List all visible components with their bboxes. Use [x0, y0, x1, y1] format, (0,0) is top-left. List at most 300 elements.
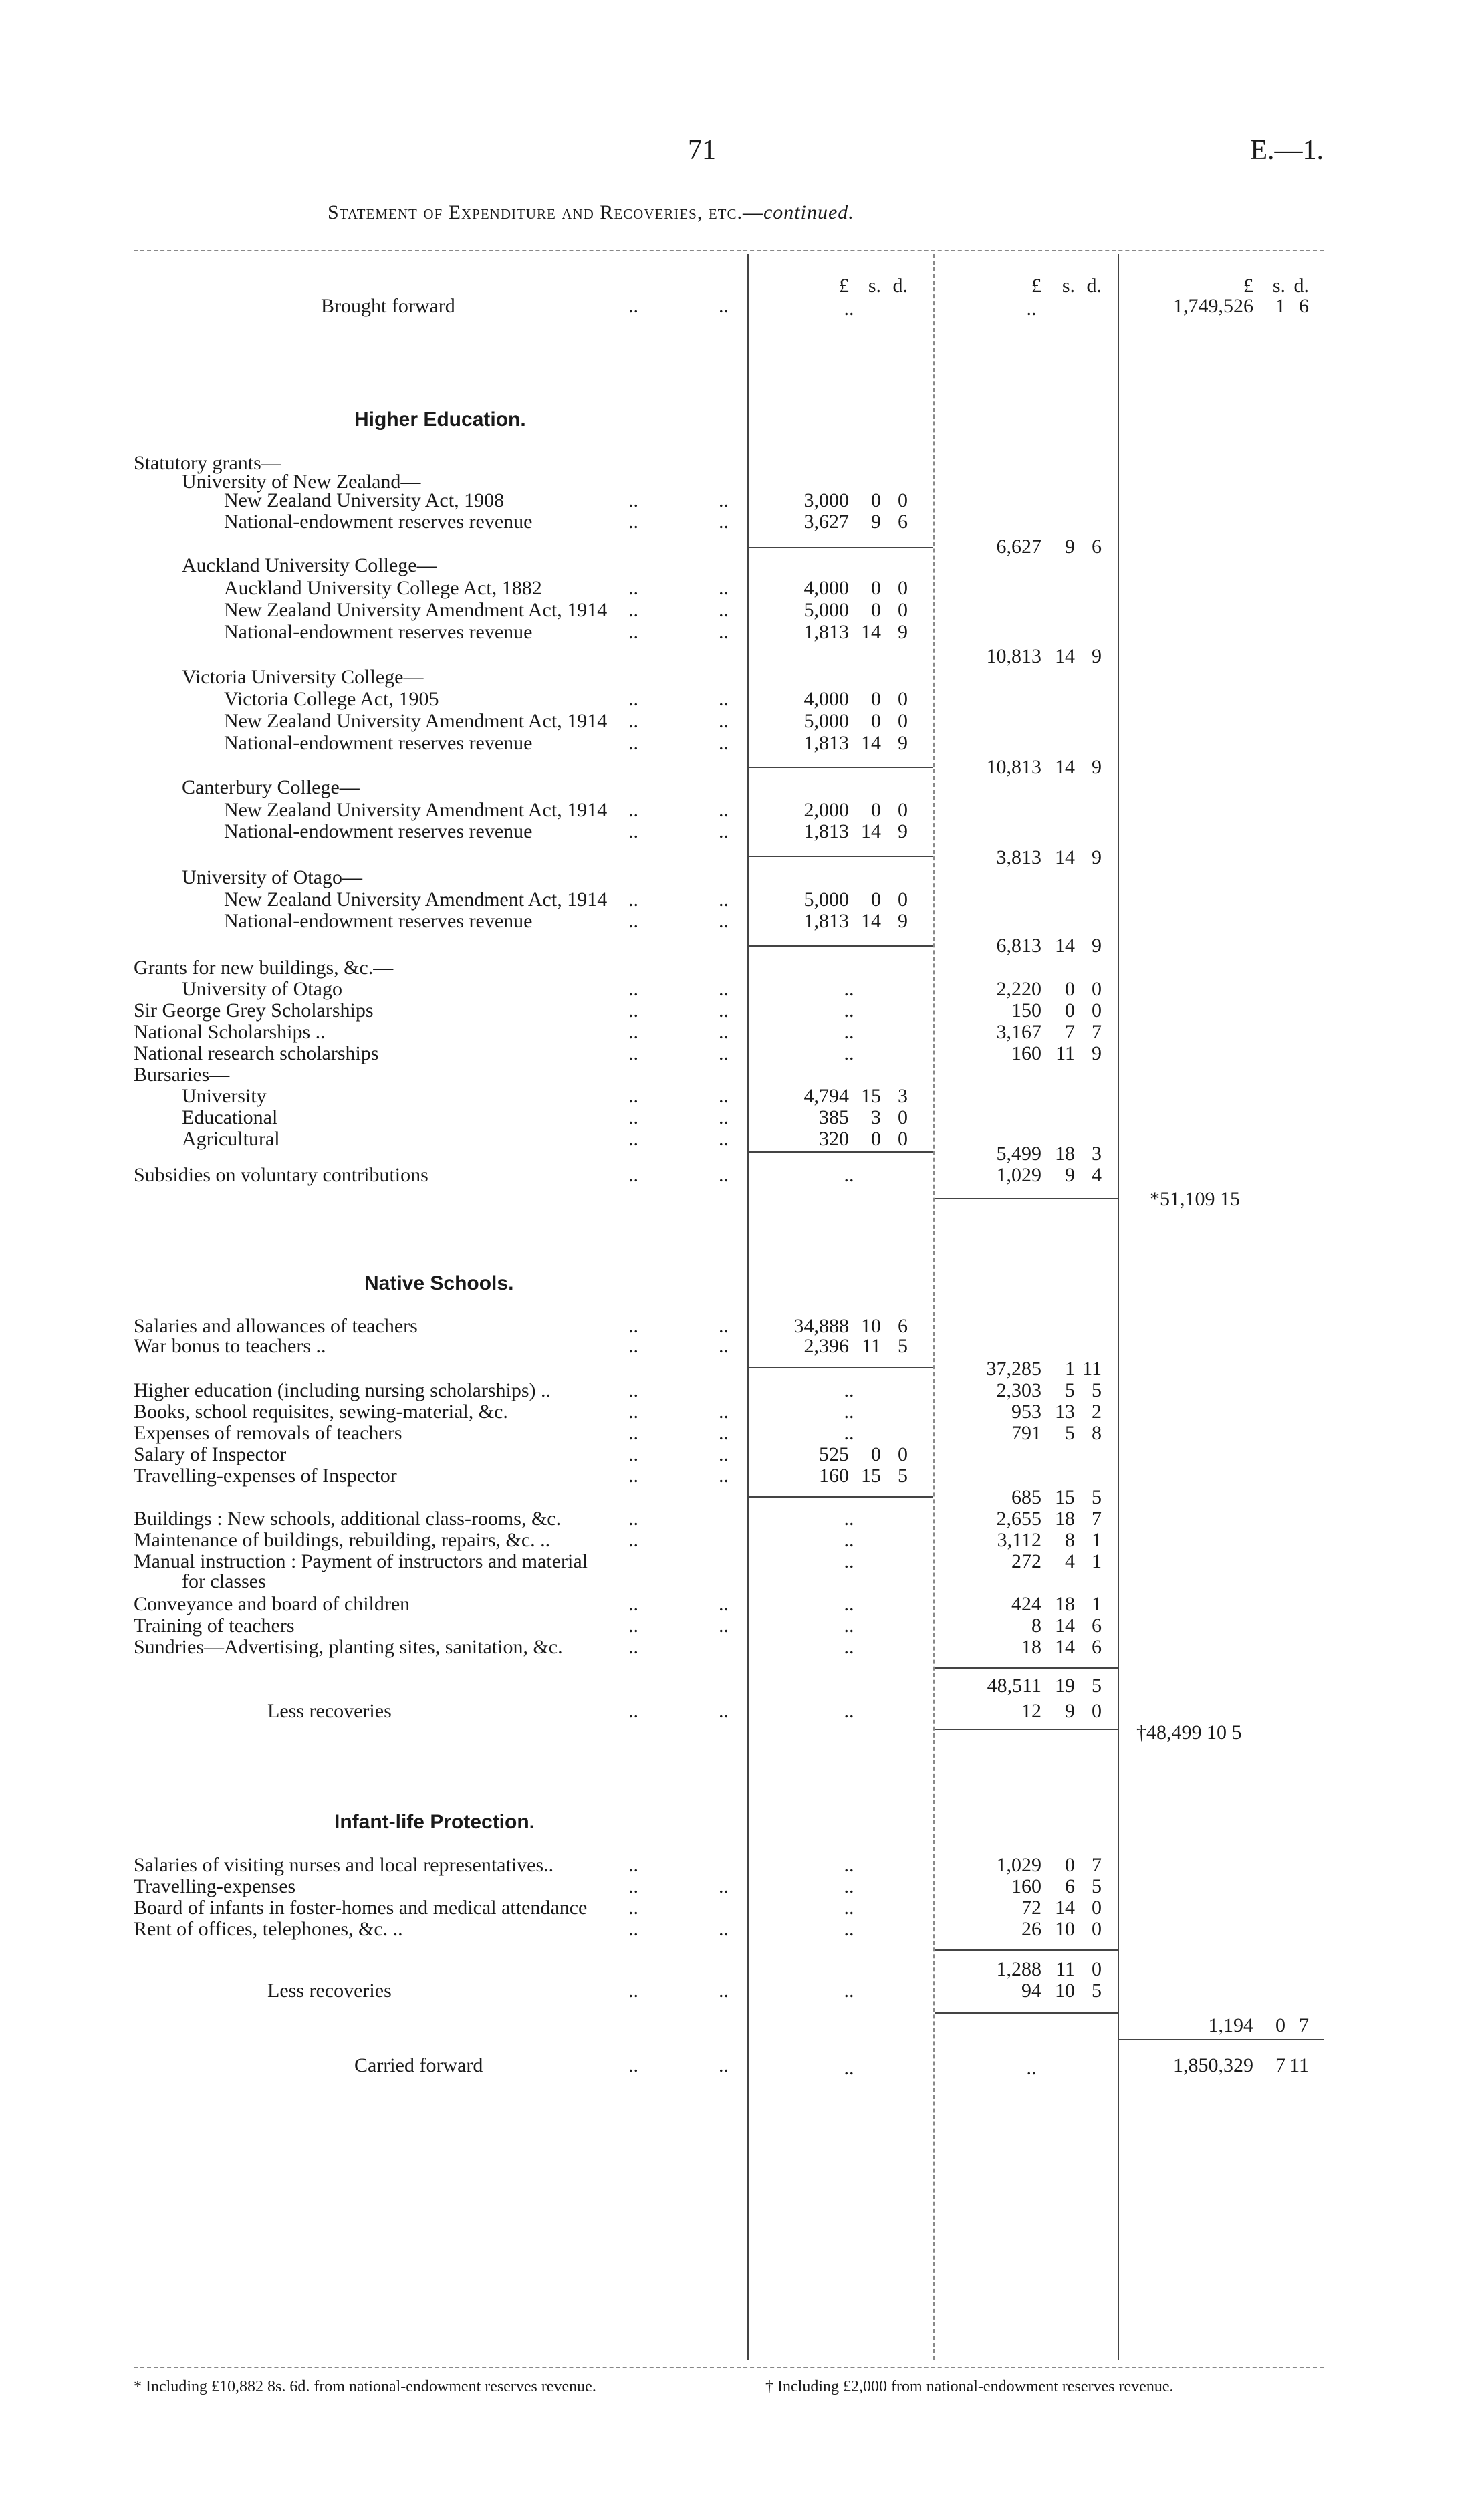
amount-pence: 0	[1092, 1700, 1102, 1722]
amount-pounds: 3,112	[997, 1529, 1041, 1551]
amount-pence: 7	[1092, 1854, 1102, 1876]
amount-shillings: 15	[861, 1085, 881, 1107]
col-head-shillings: s.	[1272, 275, 1285, 297]
amount-pence: 9	[898, 910, 908, 932]
amount-pounds: 18	[1021, 1636, 1041, 1658]
amount-pounds: 5,000	[803, 888, 849, 911]
empty-cell-dots: ..	[844, 1615, 854, 1637]
empty-cell-dots: ..	[1026, 297, 1037, 320]
amount-pence: 1	[1092, 1593, 1102, 1615]
amount-pence: 5	[1092, 1379, 1102, 1401]
col-head-shillings: s.	[1062, 275, 1075, 297]
amount-pounds: 1,813	[803, 910, 849, 932]
leader-dots: ..	[628, 1980, 638, 2002]
empty-cell-dots: ..	[844, 978, 854, 1000]
amount-shillings: 15	[861, 1465, 881, 1487]
native-gross-pence: 5	[1092, 1675, 1102, 1697]
amount-pence: 6	[1092, 1636, 1102, 1658]
amount-pence: 0	[1092, 1897, 1102, 1919]
brought-forward-pounds: 1,749,526	[1173, 295, 1253, 317]
amount-shillings: 14	[861, 910, 881, 932]
amount-shillings: 10	[861, 1315, 881, 1337]
row-label: Agricultural	[182, 1128, 280, 1150]
leader-dots: ..	[719, 1042, 729, 1064]
amount-shillings: 14	[861, 732, 881, 754]
row-label: Books, school requisites, sewing-material, &c.	[134, 1401, 508, 1423]
amount-pence: 5	[1092, 1875, 1102, 1897]
amount-pounds: 160	[1011, 1042, 1041, 1064]
total-rule	[935, 1667, 1118, 1669]
leader-dots: ..	[628, 599, 638, 621]
amount-pence: 0	[1092, 999, 1102, 1022]
brought-forward-shillings: 1	[1275, 295, 1285, 317]
section-heading: Higher Education.	[354, 408, 526, 431]
amount-pounds: 3,000	[803, 489, 849, 511]
amount-pounds: 424	[1011, 1593, 1041, 1615]
leader-dots: ..	[628, 1918, 638, 1940]
leader-dots: ..	[719, 1875, 729, 1897]
group-label: Canterbury College—	[182, 776, 360, 798]
amount-pounds: 1,813	[803, 820, 849, 842]
empty-cell-dots: ..	[844, 1854, 854, 1876]
amount-shillings: 14	[861, 621, 881, 643]
salaries-total-pounds: 37,285	[986, 1358, 1041, 1380]
leader-dots: ..	[628, 888, 638, 911]
amount-pence: 6	[898, 1315, 908, 1337]
amount-pence: 0	[898, 888, 908, 911]
leader-dots: ..	[628, 1401, 638, 1423]
group-label: University of New Zealand—	[182, 471, 421, 493]
leader-dots: ..	[719, 978, 729, 1000]
section-heading: Native Schools.	[364, 1272, 514, 1294]
page-number: 71	[688, 135, 716, 166]
leader-dots: ..	[628, 1593, 638, 1615]
row-label: National research scholarships	[134, 1042, 379, 1064]
leader-dots: ..	[719, 295, 729, 317]
empty-cell-dots: ..	[844, 1918, 854, 1940]
empty-cell-dots: ..	[844, 999, 854, 1022]
amount-pence: 7	[1092, 1508, 1102, 1530]
amount-shillings: 8	[1065, 1529, 1075, 1551]
amount-pounds: 2,303	[996, 1379, 1041, 1401]
total-rule	[749, 1151, 933, 1153]
empty-cell-dots: ..	[844, 1550, 854, 1572]
report-code: E.—1.	[1250, 135, 1324, 166]
empty-cell-dots: ..	[844, 1636, 854, 1658]
total-rule	[749, 856, 933, 857]
row-label: Expenses of removals of teachers	[134, 1422, 402, 1444]
amount-pounds: 385	[819, 1106, 849, 1128]
amount-shillings: 14	[1055, 1897, 1075, 1919]
total-rule	[134, 250, 1324, 251]
amount-pence: 0	[898, 688, 908, 710]
amount-pounds: 5,000	[803, 599, 849, 621]
infant-total-pounds: 1,194	[1208, 2014, 1253, 2036]
leader-dots: ..	[719, 1615, 729, 1637]
row-label: New Zealand University Amendment Act, 1914	[224, 888, 608, 911]
infant-total-pence: 7	[1299, 2014, 1309, 2036]
infant-total-shillings: 0	[1275, 2014, 1285, 2036]
group-label: Statutory grants—	[134, 452, 281, 474]
empty-cell-dots: ..	[844, 1700, 854, 1722]
row-label: Rent of offices, telephones, &c. ..	[134, 1918, 403, 1940]
empty-cell-dots: ..	[844, 1508, 854, 1530]
leader-dots: ..	[628, 710, 638, 732]
amount-shillings: 9	[1065, 1164, 1075, 1186]
leader-dots: ..	[628, 799, 638, 821]
amount-pence: 0	[898, 799, 908, 821]
leader-dots: ..	[719, 1021, 729, 1043]
leader-dots: ..	[719, 511, 729, 533]
nz-total-shillings: 9	[1065, 535, 1075, 558]
row-label: Manual instruction : Payment of instructors and material	[134, 1550, 588, 1572]
leader-dots: ..	[628, 978, 638, 1000]
title-text: Statement of Expenditure and Recoveries, etc.—	[328, 201, 763, 223]
leader-dots: ..	[719, 1443, 729, 1465]
col-head-pounds: £	[1031, 275, 1041, 297]
leader-dots: ..	[628, 1164, 638, 1186]
leader-dots: ..	[628, 910, 638, 932]
leader-dots: ..	[719, 1980, 729, 2002]
row-label: Brought forward	[321, 295, 455, 317]
total-rule	[935, 1729, 1118, 1730]
row-label: New Zealand University Act, 1908	[224, 489, 505, 511]
amount-shillings: 0	[871, 599, 881, 621]
empty-cell-dots: ..	[1026, 2057, 1037, 2079]
row-label: National-endowment reserves revenue	[224, 910, 533, 932]
column-rule	[747, 254, 749, 2360]
amount-shillings: 3	[871, 1106, 881, 1128]
amount-shillings: 9	[1065, 1700, 1075, 1722]
leader-dots: ..	[719, 1700, 729, 1722]
amount-pounds: 34,888	[793, 1315, 849, 1337]
amount-shillings: 0	[871, 489, 881, 511]
amount-shillings: 10	[1055, 1918, 1075, 1940]
amount-shillings: 0	[871, 1128, 881, 1150]
auck-total-pence: 9	[1092, 645, 1102, 667]
row-label: New Zealand University Amendment Act, 1914	[224, 710, 608, 732]
manual-pounds: 272	[1011, 1550, 1041, 1572]
amount-shillings: 0	[871, 710, 881, 732]
leader-dots: ..	[628, 1379, 638, 1401]
leader-dots: ..	[628, 489, 638, 511]
amount-pence: 5	[898, 1465, 908, 1487]
amount-shillings: 10	[1055, 1980, 1075, 2002]
footnote-dagger: † Including £2,000 from national-endowment reserves revenue.	[765, 2378, 1174, 2395]
row-label: Buildings : New schools, additional class-rooms, &c.	[134, 1508, 562, 1530]
empty-cell-dots: ..	[844, 1980, 854, 2002]
amount-pounds: 12	[1021, 1700, 1041, 1722]
section-total: †48,499 10 5	[1136, 1721, 1242, 1744]
row-label: Educational	[182, 1106, 278, 1128]
amount-pence: 0	[898, 489, 908, 511]
row-label: Salaries and allowances of teachers	[134, 1315, 418, 1337]
row-label: Less recoveries	[267, 1700, 392, 1722]
row-label: Sundries—Advertising, planting sites, sanitation, &c.	[134, 1636, 563, 1658]
total-rule	[134, 2367, 1324, 2368]
nz-total-pounds: 6,627	[996, 535, 1041, 558]
inspector-total-pounds: 685	[1011, 1486, 1041, 1508]
amount-shillings: 14	[1055, 1636, 1075, 1658]
leader-dots: ..	[628, 295, 638, 317]
amount-pounds: 4,794	[803, 1085, 849, 1107]
leader-dots: ..	[628, 511, 638, 533]
row-label: Less recoveries	[267, 1980, 392, 2002]
amount-shillings: 0	[871, 688, 881, 710]
auck-total-pounds: 10,813	[986, 645, 1041, 667]
total-rule	[749, 945, 933, 947]
bursaries-total-pounds: 5,499	[996, 1143, 1041, 1165]
row-label: National Scholarships ..	[134, 1021, 326, 1043]
leader-dots: ..	[719, 1401, 729, 1423]
empty-cell-dots: ..	[844, 1875, 854, 1897]
leader-dots: ..	[719, 621, 729, 643]
amount-shillings: 13	[1055, 1401, 1075, 1423]
row-label: National-endowment reserves revenue	[224, 511, 533, 533]
col-head-pence: d.	[1293, 275, 1309, 297]
total-rule	[935, 1198, 1118, 1199]
leader-dots: ..	[719, 1918, 729, 1940]
group-label: Auckland University College—	[182, 554, 437, 576]
row-label: Salaries of visiting nurses and local representatives..	[134, 1854, 554, 1876]
amount-pounds: 26	[1021, 1918, 1041, 1940]
leader-dots: ..	[719, 1335, 729, 1357]
amount-pounds: 791	[1011, 1422, 1041, 1444]
amount-pence: 1	[1092, 1529, 1102, 1551]
amount-shillings: 0	[871, 1443, 881, 1465]
leader-dots: ..	[719, 999, 729, 1022]
total-rule	[749, 767, 933, 768]
amount-pence: 0	[898, 1128, 908, 1150]
leader-dots: ..	[719, 910, 729, 932]
title-continued: continued.	[763, 201, 854, 223]
leader-dots: ..	[719, 1593, 729, 1615]
leader-dots: ..	[628, 1443, 638, 1465]
amount-pence: 5	[898, 1335, 908, 1357]
amount-pounds: 1,813	[803, 621, 849, 643]
group-label: University of Otago—	[182, 866, 362, 888]
amount-pounds: 2,000	[803, 799, 849, 821]
amount-pounds: 1,029	[996, 1164, 1041, 1186]
empty-cell-dots: ..	[844, 1379, 854, 1401]
row-label: Board of infants in foster-homes and medical attendance	[134, 1897, 588, 1919]
amount-pounds: 8	[1031, 1615, 1041, 1637]
col-head-pounds: £	[839, 275, 849, 297]
section-heading: Infant-life Protection.	[334, 1811, 535, 1833]
leader-dots: ..	[719, 732, 729, 754]
amount-shillings: 9	[871, 511, 881, 533]
footnote-asterisk: * Including £10,882 8s. 6d. from national-endowment reserves revenue.	[134, 2378, 596, 2395]
group-label: Grants for new buildings, &c.—	[134, 957, 394, 979]
empty-cell-dots: ..	[844, 1164, 854, 1186]
vic-total-shillings: 14	[1055, 756, 1075, 778]
cant-total-pence: 9	[1092, 846, 1102, 868]
row-label: for classes	[182, 1570, 266, 1592]
otago-total-pounds: 6,813	[996, 935, 1041, 957]
leader-dots: ..	[719, 688, 729, 710]
leader-dots: ..	[719, 1106, 729, 1128]
amount-pounds: 2,220	[996, 978, 1041, 1000]
leader-dots: ..	[628, 1508, 638, 1530]
leader-dots: ..	[628, 577, 638, 599]
amount-pounds: 150	[1011, 999, 1041, 1022]
native-gross-shillings: 19	[1055, 1675, 1075, 1697]
row-label: Victoria College Act, 1905	[224, 688, 439, 710]
amount-pounds: 94	[1021, 1980, 1041, 2002]
column-rule	[933, 254, 935, 2360]
leader-dots: ..	[628, 1085, 638, 1107]
leader-dots: ..	[719, 710, 729, 732]
leader-dots: ..	[628, 1636, 638, 1658]
empty-cell-dots: ..	[844, 1897, 854, 1919]
amount-pounds: 2,396	[803, 1335, 849, 1357]
total-rule	[935, 2012, 1118, 2014]
empty-cell-dots: ..	[844, 1401, 854, 1423]
brought-forward-pence: 6	[1299, 295, 1309, 317]
nz-total-pence: 6	[1092, 535, 1102, 558]
leader-dots: ..	[628, 1335, 638, 1357]
leader-dots: ..	[719, 2054, 729, 2076]
leader-dots: ..	[628, 1897, 638, 1919]
col-head-pounds: £	[1243, 275, 1253, 297]
leader-dots: ..	[628, 1529, 638, 1551]
empty-cell-dots: ..	[844, 1042, 854, 1064]
row-label: Maintenance of buildings, rebuilding, repairs, &c. ..	[134, 1529, 551, 1551]
amount-pence: 2	[1092, 1401, 1102, 1423]
empty-cell-dots: ..	[844, 1593, 854, 1615]
empty-cell-dots: ..	[844, 2057, 854, 2079]
empty-cell-dots: ..	[844, 1422, 854, 1444]
leader-dots: ..	[719, 1465, 729, 1487]
amount-pence: 8	[1092, 1422, 1102, 1444]
col-head-pence: d.	[892, 275, 908, 297]
bursaries-total-shillings: 18	[1055, 1143, 1075, 1165]
amount-pounds: 2,655	[996, 1508, 1041, 1530]
leader-dots: ..	[719, 1164, 729, 1186]
amount-pounds: 5,000	[803, 710, 849, 732]
row-label: Travelling-expenses of Inspector	[134, 1465, 397, 1487]
salaries-total-shillings: 1	[1065, 1358, 1075, 1380]
amount-shillings: 18	[1055, 1508, 1075, 1530]
empty-cell-dots: ..	[844, 1021, 854, 1043]
inspector-total-pence: 5	[1092, 1486, 1102, 1508]
leader-dots: ..	[628, 1315, 638, 1337]
row-label: National-endowment reserves revenue	[224, 732, 533, 754]
row-label: National-endowment reserves revenue	[224, 621, 533, 643]
bursaries-total-pence: 3	[1092, 1143, 1102, 1165]
leader-dots: ..	[628, 1854, 638, 1876]
leader-dots: ..	[719, 489, 729, 511]
row-label: Subsidies on voluntary contributions	[134, 1164, 428, 1186]
row-label: Sir George Grey Scholarships	[134, 999, 374, 1022]
inspector-total-shillings: 15	[1055, 1486, 1075, 1508]
amount-pence: 9	[1092, 1042, 1102, 1064]
infant-gross-pence: 0	[1092, 1958, 1102, 1980]
amount-pounds: 3,627	[803, 511, 849, 533]
amount-pounds: 525	[819, 1443, 849, 1465]
empty-cell-dots: ..	[844, 297, 854, 320]
amount-shillings: 11	[1056, 1042, 1075, 1064]
leader-dots: ..	[628, 820, 638, 842]
cant-total-pounds: 3,813	[996, 846, 1041, 868]
col-head-shillings: s.	[868, 275, 881, 297]
infant-gross-pounds: 1,288	[996, 1958, 1041, 1980]
row-label: Higher education (including nursing scholarships) ..	[134, 1379, 551, 1401]
amount-pounds: 1,029	[996, 1854, 1041, 1876]
leader-dots: ..	[628, 732, 638, 754]
leader-dots: ..	[628, 621, 638, 643]
row-label: New Zealand University Amendment Act, 1914	[224, 599, 608, 621]
total-rule	[935, 1949, 1118, 1951]
amount-shillings: 0	[871, 799, 881, 821]
leader-dots: ..	[628, 1106, 638, 1128]
leader-dots: ..	[719, 577, 729, 599]
amount-pence: 9	[898, 820, 908, 842]
amount-pence: 0	[898, 577, 908, 599]
amount-pence: 0	[1092, 1918, 1102, 1940]
amount-shillings: 7	[1065, 1021, 1075, 1043]
row-label: Auckland University College Act, 1882	[224, 577, 542, 599]
amount-shillings: 6	[1065, 1875, 1075, 1897]
row-label: National-endowment reserves revenue	[224, 820, 533, 842]
amount-pounds: 4,000	[803, 577, 849, 599]
row-label: New Zealand University Amendment Act, 1914	[224, 799, 608, 821]
leader-dots: ..	[719, 599, 729, 621]
amount-shillings: 14	[1055, 1615, 1075, 1637]
amount-shillings: 11	[862, 1335, 881, 1357]
leader-dots: ..	[719, 1085, 729, 1107]
group-label: Victoria University College—	[182, 666, 424, 688]
salaries-total-pence: 11	[1082, 1358, 1102, 1380]
amount-pence: 5	[1092, 1980, 1102, 2002]
amount-shillings: 0	[871, 577, 881, 599]
leader-dots: ..	[628, 688, 638, 710]
row-label: Travelling-expenses	[134, 1875, 296, 1897]
row-label: Carried forward	[354, 2054, 483, 2076]
amount-pence: 0	[898, 1443, 908, 1465]
amount-pounds: 1,813	[803, 732, 849, 754]
leader-dots: ..	[628, 1422, 638, 1444]
group-label: Bursaries—	[134, 1064, 230, 1086]
row-label: Conveyance and board of children	[134, 1593, 410, 1615]
leader-dots: ..	[719, 1128, 729, 1150]
leader-dots: ..	[628, 1021, 638, 1043]
column-rule	[1118, 254, 1119, 2360]
amount-shillings: 5	[1065, 1422, 1075, 1444]
amount-pounds: 953	[1011, 1401, 1041, 1423]
manual-pence: 1	[1092, 1550, 1102, 1572]
otago-total-shillings: 14	[1055, 935, 1075, 957]
vic-total-pence: 9	[1092, 756, 1102, 778]
section-total: *51,109 15	[1150, 1188, 1240, 1210]
amount-shillings: 18	[1055, 1593, 1075, 1615]
row-label: University	[182, 1085, 267, 1107]
amount-pence: 9	[898, 621, 908, 643]
row-label: University of Otago	[182, 978, 342, 1000]
col-head-pence: d.	[1086, 275, 1102, 297]
carried-forward-pounds: 1,850,329	[1173, 2054, 1253, 2076]
amount-pounds: 4,000	[803, 688, 849, 710]
amount-pence: 7	[1092, 1021, 1102, 1043]
leader-dots: ..	[628, 999, 638, 1022]
amount-shillings: 0	[1065, 978, 1075, 1000]
amount-pence: 4	[1092, 1164, 1102, 1186]
amount-pence: 0	[898, 710, 908, 732]
amount-pence: 0	[1092, 978, 1102, 1000]
row-label: Training of teachers	[134, 1615, 295, 1637]
amount-pence: 9	[898, 732, 908, 754]
leader-dots: ..	[628, 1128, 638, 1150]
